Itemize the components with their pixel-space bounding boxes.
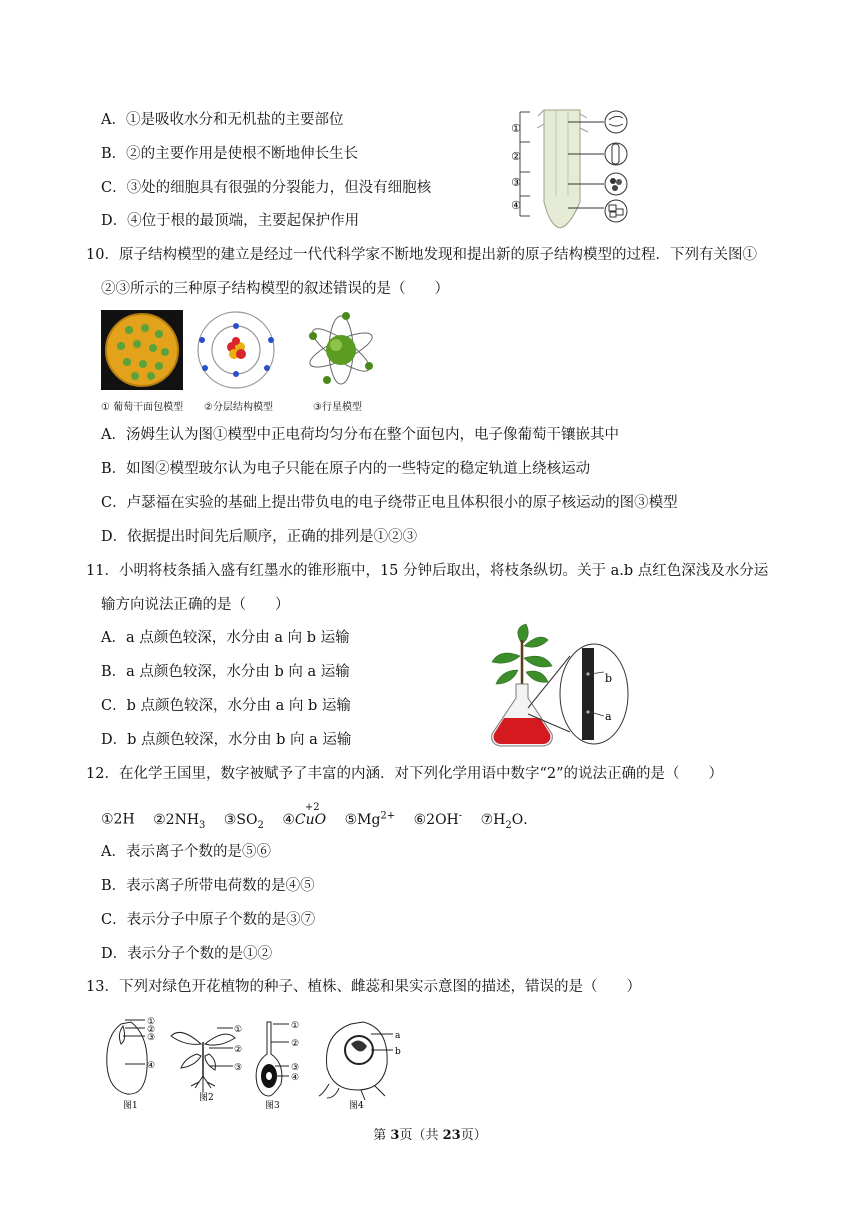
formula-3: $③SO_2$ xyxy=(223,811,264,831)
formula-2: $②2NH_3$ xyxy=(153,811,206,831)
q13-stem: 13．下列对绿色开花植物的种子、植株、雌蕊和果实示意图的描述，错误的是（ ） xyxy=(86,979,641,995)
atom-model-label-2: ②分层结构模型 xyxy=(204,402,273,413)
q10-option-a: A．汤姆生认为图①模型中正电荷均匀分布在整个面包内，电子像葡萄干镶嵌其中 xyxy=(101,427,619,443)
q12-formula-list xyxy=(101,801,538,835)
root-label-1: ① xyxy=(511,122,521,135)
q10-option-b: B．如图②模型玻尔认为电子只能在原子内的一些特定的稳定轨道上绕核运动 xyxy=(101,461,591,477)
formula-1: ①2H xyxy=(101,811,135,828)
fig1-label-4: ④ xyxy=(147,1061,156,1071)
q12-option-c: C．表示分子中原子个数的是③⑦ xyxy=(101,912,316,928)
root-tip-figure xyxy=(508,106,648,230)
q10-option-d: D．依据提出时间先后顺序，正确的排列是①②③ xyxy=(101,529,418,545)
q9-option-c: C．③处的细胞具有很强的分裂能力，但没有细胞核 xyxy=(101,180,432,196)
fig3-label-2: ② xyxy=(291,1039,300,1049)
atom-models-figure xyxy=(101,310,391,394)
fig1-caption: 图1 xyxy=(123,1101,138,1110)
root-label-4: ④ xyxy=(511,199,521,212)
fig1-label-2: ② xyxy=(147,1025,156,1035)
q11-stem-line2: 输方向说法正确的是（ ） xyxy=(101,597,290,613)
q11-option-a: A．a 点颜色较深，水分由 a 向 b 运输 xyxy=(101,630,350,646)
fig2-label-1: ① xyxy=(234,1025,243,1035)
root-label-3: ③ xyxy=(511,176,521,189)
fig3-label-4: ④ xyxy=(291,1073,300,1083)
flask-stem-figure xyxy=(488,622,633,750)
page-number: 3 xyxy=(390,1128,400,1143)
formula-4: ④ +2 CuO xyxy=(282,801,327,828)
q11-option-b: B．a 点颜色较深，水分由 b 向 a 运输 xyxy=(101,664,350,680)
atom-model-label-1: ① 葡萄干面包模型 xyxy=(101,402,184,413)
q12-option-d: D．表示分子个数的是①② xyxy=(101,946,273,962)
flask-label-a: a xyxy=(605,710,612,723)
page-total: 23 xyxy=(442,1128,461,1143)
root-label-2: ② xyxy=(511,150,521,163)
formula-7: $⑦H_2O$． xyxy=(480,811,538,831)
flask-label-b: b xyxy=(605,672,613,685)
q12-option-b: B．表示离子所带电荷数的是④⑤ xyxy=(101,878,315,894)
fig2-caption: 图2 xyxy=(199,1093,214,1103)
q10-stem-line1: 10．原子结构模型的建立是经过一代代科学家不断地发现和提出新的原子结构模型的过程．下列有关图① xyxy=(86,247,757,263)
plant-diagrams-figure xyxy=(101,1014,416,1110)
q11-option-c: C．b 点颜色较深，水分由 a 向 b 运输 xyxy=(101,698,351,714)
formula-5: $⑤Mg^{2+}$ xyxy=(344,810,396,828)
fig2-label-3: ③ xyxy=(234,1063,243,1073)
fig3-label-1: ① xyxy=(291,1021,300,1031)
q9-option-a: A．①是吸收水分和无机盐的主要部位 xyxy=(101,112,344,128)
fig4-caption: 图4 xyxy=(349,1101,364,1110)
q9-option-d: D．④位于根的最顶端，主要起保护作用 xyxy=(101,213,360,229)
fig3-label-3: ③ xyxy=(291,1063,300,1073)
q10-option-c: C．卢瑟福在实验的基础上提出带负电的电子绕带正电且体积很小的原子核运动的图③模型 xyxy=(101,495,678,511)
q11-option-d: D．b 点颜色较深，水分由 b 向 a 运输 xyxy=(101,732,352,748)
fig1-label-3: ③ xyxy=(147,1033,156,1043)
formula-6: ⑥2OH- xyxy=(413,810,463,828)
page-footer: 第 3页（共 23页） xyxy=(373,1128,487,1143)
q11-stem-line1: 11．小明将枝条插入盛有红墨水的锥形瓶中，15 分钟后取出，将枝条纵切。关于 a.b 点红色深浅及水分运 xyxy=(86,563,769,579)
q9-option-b: B．②的主要作用是使根不断地伸长生长 xyxy=(101,146,359,162)
fig4-label-b: b xyxy=(395,1047,401,1057)
fig4-label-a: a xyxy=(395,1031,401,1041)
q10-stem-line2: ②③所示的三种原子结构模型的叙述错误的是（ ） xyxy=(101,281,449,297)
q12-option-a: A．表示离子个数的是⑤⑥ xyxy=(101,844,271,860)
fig3-caption: 图3 xyxy=(265,1101,280,1110)
fig2-label-2: ② xyxy=(234,1045,243,1055)
q12-stem: 12．在化学王国里，数字被赋予了丰富的内涵．对下列化学用语中数字“2”的说法正确的是（ ） xyxy=(86,766,723,782)
atom-model-label-3: ③行星模型 xyxy=(313,402,362,413)
fig1-label-1: ① xyxy=(147,1017,156,1027)
